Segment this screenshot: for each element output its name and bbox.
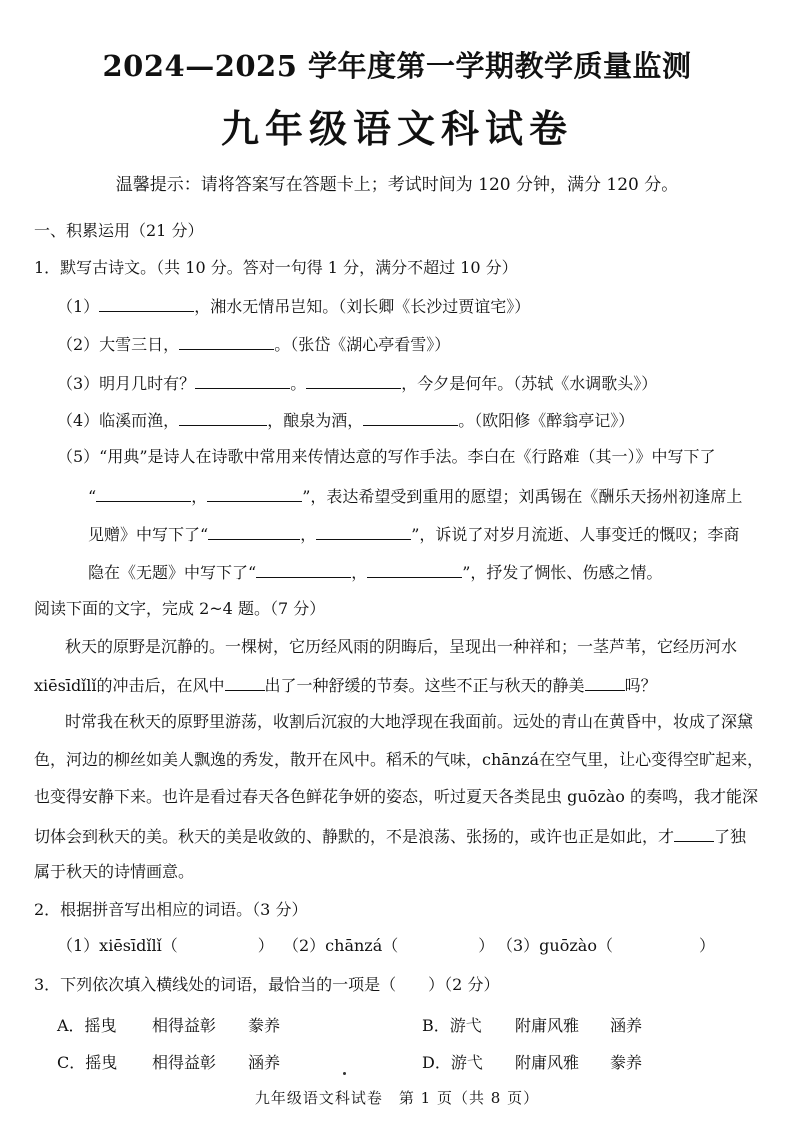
q3-option-a: A．摇曳	[57, 1016, 117, 1035]
answer-blank	[207, 485, 302, 502]
answer-blank	[316, 523, 411, 540]
q2-stem: 2．根据拼音写出相应的词语。（3 分）	[34, 900, 308, 919]
quote-comma: ，	[191, 487, 208, 506]
passage-p2-line4	[34, 825, 746, 847]
q3-stem: 3．下列依次填入横线处的词语，最恰当的一项是（ ）（2 分）	[34, 975, 500, 994]
quote-comma: ，	[300, 525, 317, 544]
q3-option-b: B．游弋	[422, 1016, 482, 1035]
answer-blank	[367, 561, 462, 578]
q1-item-4-after: 。（欧阳修《醉翁亭记》）	[458, 411, 635, 430]
answer-blank	[363, 409, 458, 426]
q1-item-5-line4-before: 隐在《无题》中写下了“	[88, 563, 257, 582]
answer-blank	[208, 523, 300, 540]
q1-item-3-after: ，今夕是何年。（苏轼《水调歌头》）	[401, 374, 658, 393]
paren-close: ）	[257, 936, 274, 955]
answer-blank	[179, 409, 267, 426]
q1-item-5-line4-text: ”，抒发了惆怅、伤感之情。	[462, 563, 663, 582]
passage-p2-line1: 时常我在秋天的原野里游荡，收割后沉寂的大地浮现在我面前。远处的青山在黄昏中，妆成了深黛	[65, 712, 754, 731]
stray-dot	[343, 1072, 346, 1075]
q1-item-4	[57, 409, 634, 431]
answer-blank	[306, 372, 401, 389]
paren-close: ）	[698, 936, 715, 955]
passage-p1-line2	[34, 674, 657, 696]
q1-stem: 1．默写古诗文。（共 10 分。答对一句得 1 分，满分不超过 10 分）	[34, 258, 518, 277]
passage-p2-line3: 也变得安静下来。也许是看过春天各色鲜花争妍的姿态，听过夏天各类昆虫 guōzào 的奏鸣，我才能深	[34, 787, 758, 806]
q1-item-4-mid: ，酿泉为酒，	[267, 411, 364, 430]
q1-item-1	[57, 295, 530, 317]
q1-item-1-text: ，湘水无情吊岂知。（刘长卿《长沙过贾谊宅》）	[194, 297, 531, 316]
q3-option-c-word3: 涵养	[248, 1053, 281, 1072]
q2-item-1-label: （1）xiēsīdǐlǐ（	[57, 936, 178, 955]
q3-option-d-word2: 附庸风雅	[515, 1053, 580, 1072]
q3-option-a-word2: 相得益彰	[152, 1016, 217, 1035]
answer-blank	[195, 372, 290, 389]
quote-comma: ，	[351, 563, 368, 582]
q3-option-a-word3: 豢养	[248, 1016, 281, 1035]
answer-blank	[96, 485, 191, 502]
passage-p2-line5: 属于秋天的诗情画意。	[34, 862, 195, 881]
paren-close: ）	[478, 936, 495, 955]
passage-p1-line1: 秋天的原野是沉静的。一棵树，它历经风雨的阴晦后，呈现出一种祥和；一茎芦苇，它经历河水	[65, 637, 738, 656]
answer-blank	[225, 674, 265, 691]
page-footer: 九年级语文科试卷 第 1 页（共 8 页）	[254, 1089, 540, 1107]
q1-item-3-mid: 。	[290, 374, 307, 393]
q1-item-2-after: 。（张岱《湖心亭看雪》）	[274, 335, 451, 354]
q1-item-5-line2-text: ”，表达希望受到重用的愿望；刘禹锡在《酬乐天扬州初逢席上	[302, 487, 743, 506]
q1-item-5-line1: （5）“用典”是诗人在诗歌中常用来传情达意的写作手法。李白在《行路难（其一）》中写下了	[57, 447, 716, 466]
q2-item-2-label: （2）chānzá（	[283, 936, 399, 955]
quote-open: “	[88, 487, 97, 506]
q1-item-5-line4	[88, 561, 662, 583]
q1-item-3	[57, 372, 657, 394]
q3-option-b-word2: 附庸风雅	[515, 1016, 580, 1035]
passage-text: 出了一种舒缓的节奏。这些不正与秋天的静美	[264, 676, 585, 695]
q1-item-5-line2	[88, 485, 742, 507]
q3-option-d-word3: 豢养	[610, 1053, 643, 1072]
q1-item-4-before: （4）临溪而渔，	[57, 411, 180, 430]
q1-item-5-line3-text: ”，诉说了对岁月流逝、人事变迁的慨叹；李商	[411, 525, 740, 544]
passage-p2-line2: 色，河边的柳丝如美人飘逸的秀发，散开在风中。稻禾的气味，chānzá在空气里，让心变得空旷起来，	[34, 750, 764, 769]
answer-blank	[99, 295, 194, 312]
exam-title: 2024—2025 学年度第一学期教学质量监测	[102, 49, 692, 83]
q2-item-2	[283, 936, 494, 956]
reading-intro: 阅读下面的文字，完成 2~4 题。（7 分）	[34, 599, 326, 618]
q2-item-1	[57, 936, 274, 956]
answer-blank	[585, 674, 625, 691]
q1-item-2-before: （2）大雪三日，	[57, 335, 180, 354]
q1-item-5-line3	[88, 523, 739, 545]
q1-item-1-num: （1）	[57, 297, 100, 316]
answer-blank	[256, 561, 351, 578]
section-heading: 一、积累运用（21 分）	[34, 221, 204, 240]
q3-option-c-word2: 相得益彰	[152, 1053, 217, 1072]
q3-option-b-word3: 涵养	[610, 1016, 643, 1035]
q2-item-3	[497, 936, 715, 956]
passage-text: xiēsīdǐlǐ的冲击后，在风中	[34, 676, 225, 695]
exam-tip: 温馨提示：请将答案写在答题卡上；考试时间为 120 分钟，满分 120 分。	[115, 175, 679, 195]
answer-blank	[179, 333, 274, 350]
paper-title: 九年级语文科试卷	[220, 106, 573, 151]
q1-item-2	[57, 333, 450, 355]
q3-option-c: C．摇曳	[57, 1053, 118, 1072]
answer-blank	[674, 825, 714, 842]
q2-item-3-label: （3）guōzào（	[497, 936, 613, 955]
passage-text: 吗？	[624, 676, 657, 695]
q3-option-d: D．游弋	[422, 1053, 483, 1072]
passage-text: 了独	[714, 827, 747, 846]
passage-text: 切体会到秋天的美。秋天的美是收敛的、静默的，不是浪荡、张扬的，或许也正是如此，才	[34, 827, 675, 846]
q1-item-3-before: （3）明月几时有？	[57, 374, 196, 393]
q1-item-5-line3-before: 见赠》中写下了“	[88, 525, 209, 544]
